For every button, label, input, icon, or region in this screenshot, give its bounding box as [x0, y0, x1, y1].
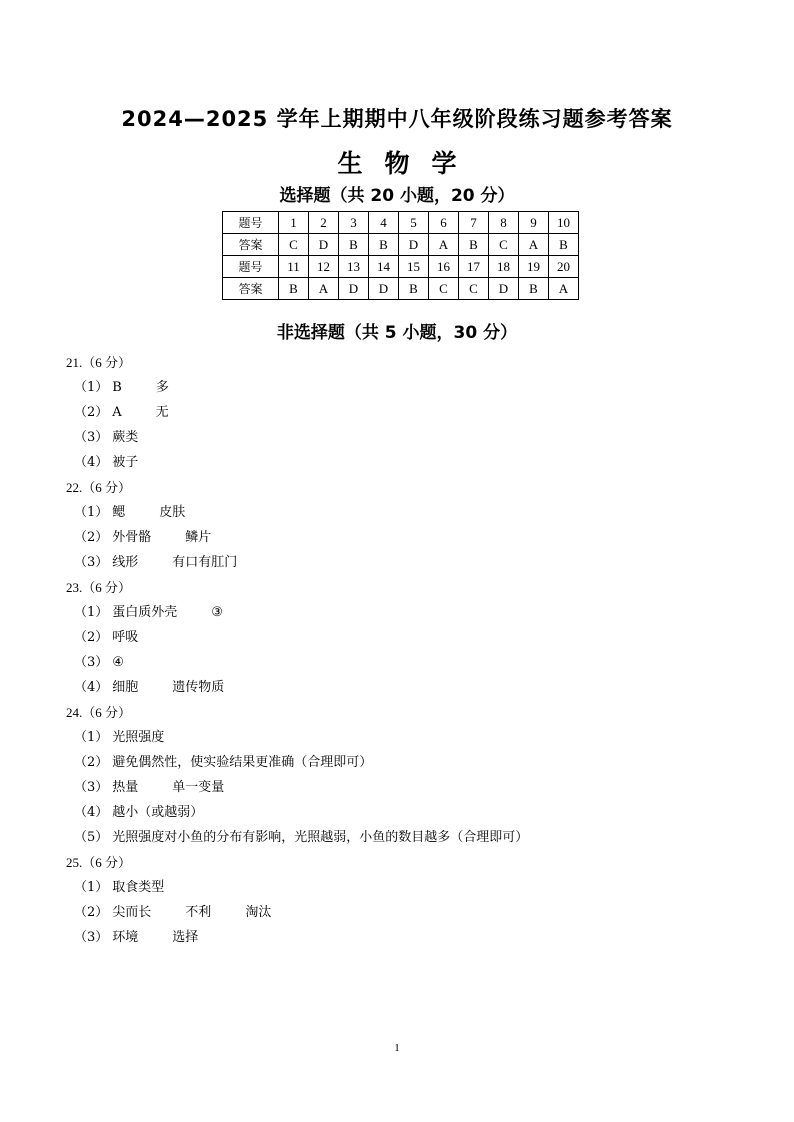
question-number-cell: 20	[549, 256, 579, 278]
page-number: 1	[394, 1042, 400, 1054]
question-number-cell: 18	[489, 256, 519, 278]
choice-section-title: 选择题（共 20 小题，20 分）	[279, 186, 515, 206]
question-number-row	[223, 212, 579, 234]
answer-line	[66, 800, 746, 825]
part-number: （4）	[74, 680, 109, 695]
answer-cell: D	[309, 234, 339, 256]
part-number: （4）	[74, 455, 109, 470]
answer-line	[66, 625, 746, 650]
question-number-cell: 4	[369, 212, 399, 234]
answer-cell: B	[279, 278, 309, 300]
answer-text: 鳞片	[185, 530, 212, 545]
question-heading: 21.（6 分）	[66, 355, 132, 370]
part-number: （3）	[74, 655, 109, 670]
question-heading: 24.（6 分）	[66, 705, 132, 720]
answer-text: 避免偶然性，使实验结果更准确（合理即可）	[112, 755, 373, 770]
row-label-answer: 答案	[223, 234, 279, 256]
answer-text: 单一变量	[172, 780, 225, 795]
answer-line	[66, 875, 746, 900]
answer-text: 外骨骼	[112, 530, 152, 545]
answer-line	[66, 900, 746, 925]
part-number: （1）	[74, 380, 109, 395]
question-number-cell: 3	[339, 212, 369, 234]
answer-line	[66, 375, 746, 400]
part-number: （2）	[74, 405, 109, 420]
answer-line	[66, 400, 746, 425]
answer-cell: D	[369, 278, 399, 300]
answer-row	[223, 278, 579, 300]
answer-line	[66, 525, 746, 550]
question-number-cell: 9	[519, 212, 549, 234]
question-number-cell: 14	[369, 256, 399, 278]
answer-cell: D	[489, 278, 519, 300]
answer-text: 不利	[185, 905, 212, 920]
question-number-cell: 1	[279, 212, 309, 234]
answer-cell: D	[399, 234, 429, 256]
answer-text: 越小（或越弱）	[112, 805, 204, 820]
answer-text: ③	[211, 605, 223, 620]
answer-text: 遗传物质	[172, 680, 225, 695]
part-number: （1）	[74, 505, 109, 520]
answer-cell: C	[459, 278, 489, 300]
answer-line	[66, 750, 746, 775]
answer-text: 皮肤	[159, 505, 186, 520]
answer-text: 热量	[112, 780, 139, 795]
answer-cell: A	[309, 278, 339, 300]
answer-line	[66, 650, 746, 675]
nonchoice-section-title: 非选择题（共 5 小题，30 分）	[276, 323, 518, 343]
question-number-cell: 13	[339, 256, 369, 278]
question-number-cell: 16	[429, 256, 459, 278]
answer-cell: B	[549, 234, 579, 256]
answer-text: B	[112, 380, 122, 395]
answer-line	[66, 425, 746, 450]
answer-text: 被子	[112, 455, 139, 470]
part-number: （2）	[74, 905, 109, 920]
question-number-cell: 19	[519, 256, 549, 278]
answer-row	[223, 234, 579, 256]
answer-line	[66, 600, 746, 625]
answer-text: 呼吸	[112, 630, 139, 645]
question-number-cell: 15	[399, 256, 429, 278]
answer-text: ④	[112, 655, 124, 670]
question-heading: 23.（6 分）	[66, 580, 132, 595]
part-number: （3）	[74, 780, 109, 795]
question-number-cell: 11	[279, 256, 309, 278]
nonchoice-answers	[66, 350, 746, 950]
answer-text: 光照强度对小鱼的分布有影响，光照越弱，小鱼的数目越多（合理即可）	[112, 830, 529, 845]
answer-cell: B	[519, 278, 549, 300]
row-label-question: 题号	[223, 212, 279, 234]
answer-cell: B	[399, 278, 429, 300]
subject-title: 生物学	[337, 149, 479, 178]
answer-cell: C	[279, 234, 309, 256]
answer-text: 无	[155, 405, 169, 420]
answer-line	[66, 450, 746, 475]
question-number-cell: 17	[459, 256, 489, 278]
part-number: （1）	[74, 605, 109, 620]
answer-text: 细胞	[112, 680, 139, 695]
answer-cell: C	[429, 278, 459, 300]
answer-text: 尖而长	[112, 905, 152, 920]
answer-text: 线形	[112, 555, 139, 570]
answer-line	[66, 925, 746, 950]
question-heading: 22.（6 分）	[66, 480, 132, 495]
answer-line	[66, 825, 746, 850]
answer-text: 取食类型	[112, 880, 165, 895]
part-number: （3）	[74, 430, 109, 445]
answer-line	[66, 675, 746, 700]
part-number: （1）	[74, 880, 109, 895]
answer-text: 淘汰	[245, 905, 272, 920]
answer-text: 鳃	[112, 505, 126, 520]
question-number-cell: 2	[309, 212, 339, 234]
answer-text: 选择	[172, 930, 199, 945]
answer-cell: D	[339, 278, 369, 300]
answer-cell: B	[339, 234, 369, 256]
answer-cell: C	[489, 234, 519, 256]
part-number: （3）	[74, 555, 109, 570]
answer-line	[66, 500, 746, 525]
question-number-cell: 5	[399, 212, 429, 234]
answer-line	[66, 725, 746, 750]
part-number: （4）	[74, 805, 109, 820]
answer-line	[66, 775, 746, 800]
answer-text: 蛋白质外壳	[112, 605, 178, 620]
part-number: （2）	[74, 530, 109, 545]
answer-text: 蕨类	[112, 430, 139, 445]
question-number-row	[223, 256, 579, 278]
answer-cell: A	[429, 234, 459, 256]
answer-cell: A	[549, 278, 579, 300]
page-title: 2024—2025 学年上期期中八年级阶段练习题参考答案	[121, 107, 673, 131]
answer-text: 多	[155, 380, 169, 395]
answer-text: 光照强度	[112, 730, 165, 745]
part-number: （2）	[74, 630, 109, 645]
part-number: （3）	[74, 930, 109, 945]
row-label-question: 题号	[223, 256, 279, 278]
answer-line	[66, 550, 746, 575]
answer-text: 有口有肛门	[172, 555, 238, 570]
answer-text: 环境	[112, 930, 139, 945]
answer-table	[222, 211, 579, 300]
answer-cell: A	[519, 234, 549, 256]
question-number-cell: 6	[429, 212, 459, 234]
answer-text: A	[112, 405, 122, 420]
answer-cell: B	[369, 234, 399, 256]
answer-cell: B	[459, 234, 489, 256]
question-number-cell: 8	[489, 212, 519, 234]
question-heading: 25.（6 分）	[66, 855, 132, 870]
part-number: （1）	[74, 730, 109, 745]
question-number-cell: 7	[459, 212, 489, 234]
question-number-cell: 12	[309, 256, 339, 278]
row-label-answer: 答案	[223, 278, 279, 300]
part-number: （5）	[74, 830, 109, 845]
question-number-cell: 10	[549, 212, 579, 234]
part-number: （2）	[74, 755, 109, 770]
